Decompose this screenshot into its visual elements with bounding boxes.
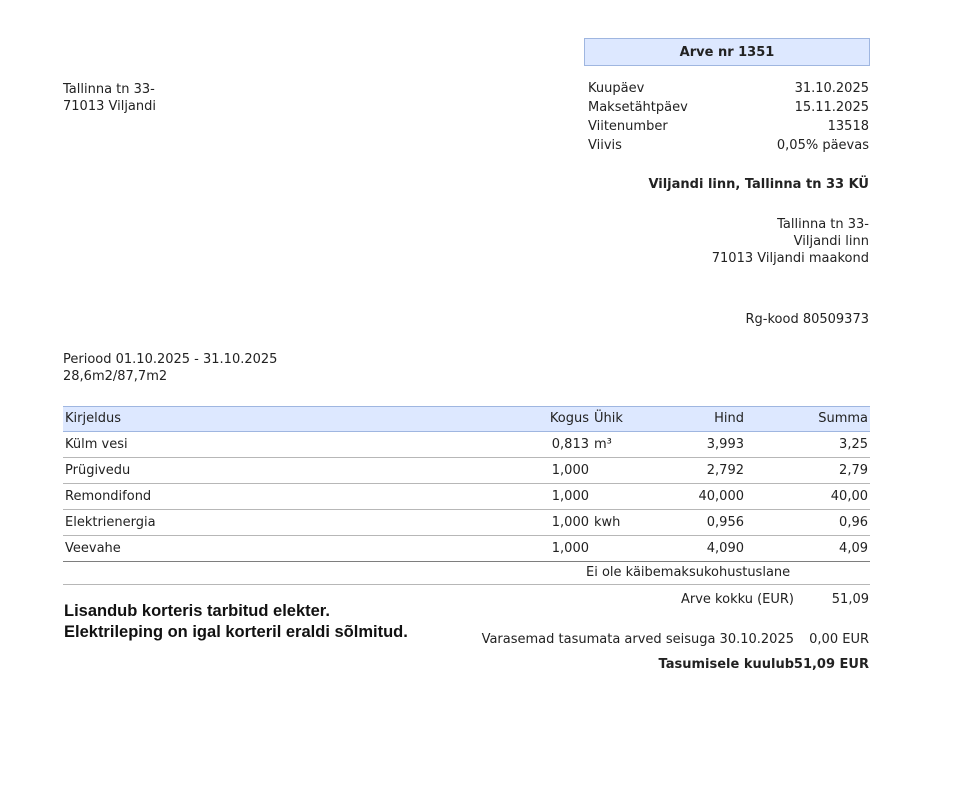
cell-price: 0,956 (706, 515, 744, 530)
total-label: Arve kokku (EUR) (680, 592, 794, 607)
table-row (63, 432, 870, 458)
invoice-title-text: Arve nr 1351 (679, 44, 775, 60)
issuer-name: Viljandi linn, Tallinna tn 33 KÜ (648, 177, 869, 192)
cell-price: 40,000 (698, 489, 744, 504)
meta-label: Maksetähtpäev (588, 100, 688, 115)
header-unit: Ühik (594, 411, 623, 426)
recipient-line-2: 71013 Viljandi (63, 99, 156, 114)
meta-row-penalty (588, 138, 869, 155)
cell-sum: 3,25 (839, 437, 868, 452)
meta-row-reference (588, 119, 869, 136)
meta-value: 31.10.2025 (794, 81, 869, 96)
cell-price: 2,792 (706, 463, 744, 478)
notice-line-2: Elektrileping on igal korteril eraldi sõlmitud. (64, 623, 408, 641)
table-row (63, 484, 870, 510)
issuer-address-line-3: 71013 Viljandi maakond (711, 251, 869, 266)
cell-sum: 0,96 (839, 515, 868, 530)
meta-row-date (588, 81, 869, 98)
cell-unit: m³ (594, 437, 612, 452)
header-price: Hind (714, 411, 744, 426)
cell-price: 4,090 (706, 541, 744, 556)
cell-quantity: 0,813 (551, 437, 589, 452)
table-row (63, 510, 870, 536)
vat-note: Ei ole käibemaksukohustuslane (586, 565, 791, 580)
recipient-address (63, 81, 156, 115)
cell-sum: 4,09 (839, 541, 868, 556)
issuer-address-line-1: Tallinna tn 33- (777, 217, 869, 232)
header-description: Kirjeldus (65, 411, 121, 426)
cell-description: Elektrienergia (65, 515, 156, 530)
total-value: 51,09 (831, 592, 869, 607)
meta-value: 13518 (827, 119, 869, 134)
header-sum: Summa (818, 411, 868, 426)
notice-line-1: Lisandub korteris tarbitud elekter. (64, 602, 330, 620)
totals-divider (63, 584, 870, 585)
cell-sum: 40,00 (830, 489, 868, 504)
issuer-address (712, 216, 869, 267)
amount-due-value: 51,09 EUR (793, 657, 869, 672)
electricity-notice (64, 601, 408, 643)
items-table (63, 406, 870, 562)
amount-due-label: Tasumisele kuulub (658, 657, 794, 672)
table-header (63, 406, 870, 432)
cell-unit: kwh (594, 515, 621, 530)
recipient-line-1: Tallinna tn 33- (63, 82, 155, 97)
issuer-address-line-2: Viljandi linn (793, 234, 869, 249)
previous-unpaid-value: 0,00 EUR (809, 632, 869, 647)
meta-value: 0,05% päevas (776, 138, 869, 153)
billing-period (63, 351, 277, 385)
cell-description: Prügivedu (65, 463, 131, 478)
cell-description: Külm vesi (65, 437, 128, 452)
meta-value: 15.11.2025 (794, 100, 869, 115)
table-row (63, 458, 870, 484)
header-quantity: Kogus (549, 411, 589, 426)
cell-quantity: 1,000 (551, 489, 589, 504)
invoice-title (584, 38, 870, 66)
cell-quantity: 1,000 (551, 515, 589, 530)
cell-quantity: 1,000 (551, 463, 589, 478)
previous-unpaid-label: Varasemad tasumata arved seisuga 30.10.2025 (481, 632, 794, 647)
period-line-2: 28,6m2/87,7m2 (63, 369, 168, 384)
meta-label: Viivis (588, 138, 622, 153)
period-line-1: Periood 01.10.2025 - 31.10.2025 (63, 352, 278, 367)
cell-price: 3,993 (706, 437, 744, 452)
meta-label: Kuupäev (588, 81, 645, 96)
cell-description: Veevahe (65, 541, 121, 556)
table-row (63, 536, 870, 562)
cell-sum: 2,79 (839, 463, 868, 478)
issuer-reg-code: Rg-kood 80509373 (745, 312, 869, 327)
meta-label: Viitenumber (588, 119, 668, 134)
meta-row-due-date (588, 100, 869, 117)
cell-description: Remondifond (65, 489, 152, 504)
cell-quantity: 1,000 (551, 541, 589, 556)
